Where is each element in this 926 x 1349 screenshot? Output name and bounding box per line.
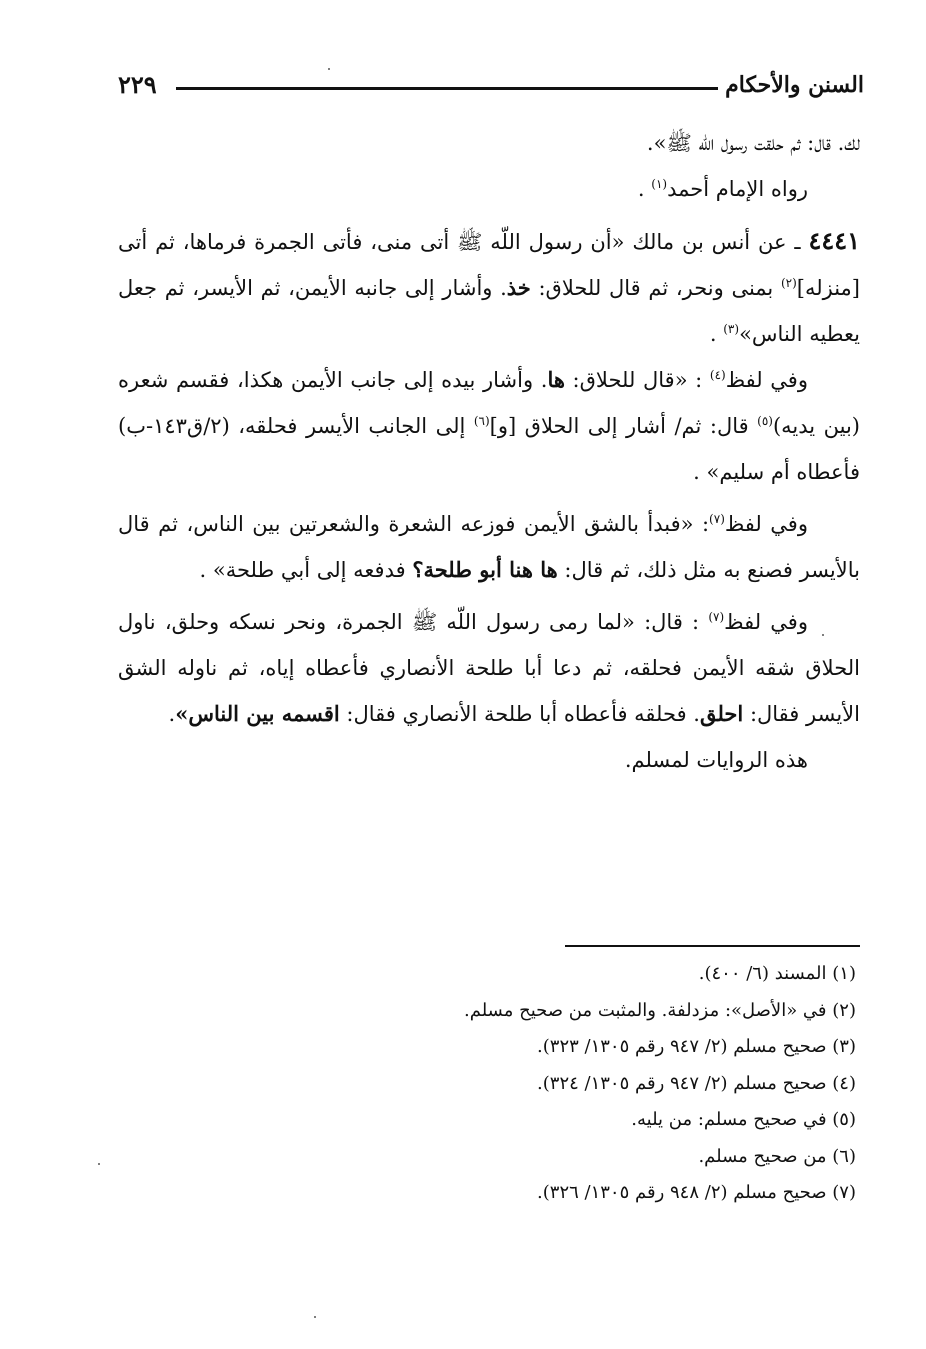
running-header bbox=[118, 70, 864, 110]
variant-6-bold-2: اقسمه بين الناس» bbox=[175, 701, 340, 726]
scan-speck bbox=[822, 634, 824, 636]
footnote-ref-1[interactable]: (١) bbox=[651, 177, 668, 191]
variant-4-d: قال: ثم/ أشار إلى الحلاق [و] bbox=[489, 414, 758, 438]
variant-5-a: وفي لفظ bbox=[724, 512, 808, 536]
hadith-4441 bbox=[118, 218, 860, 357]
footnote-1: (١) المسند (٦/ ٤٠٠). bbox=[698, 963, 856, 984]
footnote-ref-4[interactable]: (٤) bbox=[709, 368, 726, 382]
variant-6-a: وفي لفظ bbox=[724, 610, 808, 634]
footnote-ref-3[interactable]: (٣) bbox=[723, 322, 740, 336]
header-rule bbox=[176, 87, 718, 90]
hadith-text-b: بمنى ونحر، ثم قال للحلاق: bbox=[530, 276, 781, 300]
footnotes bbox=[336, 956, 856, 1212]
variant-6-b: : قال: «لما رمى رسول اللّه ﷺ الجمرة، ونحر نسكه وحلق، ناول الحلاق شقه الأيمن فحلقه، ثم دعا أبا طلحة الأنصاري فأعطاه إياه، ثم ناوله الشق الأيسر فقال: bbox=[118, 610, 860, 726]
hadith-bold-1: خذ bbox=[506, 275, 531, 300]
footnote-ref-7b[interactable]: (٧) bbox=[708, 610, 725, 624]
variant-6-end: . bbox=[168, 702, 176, 726]
variant-4-c: . وأشار بيده إلى جانب الأيمن هكذا، فقسم شعره (بين يديه) bbox=[118, 368, 860, 438]
variant-4-a: وفي لفظ bbox=[725, 368, 808, 392]
footnote-2: (٢) في «الأصل»: مزدلفة. والمثبت من صحيح مسلم. bbox=[464, 999, 856, 1021]
variant-6-bold-1: احلق bbox=[699, 701, 744, 726]
paragraph-2-text: رواه الإمام أحمد bbox=[667, 177, 808, 201]
paragraph-2 bbox=[118, 166, 860, 212]
closing-note bbox=[118, 737, 860, 783]
variant-6 bbox=[118, 599, 860, 737]
footnote-5: (٥) في صحيح مسلم: من يليه. bbox=[631, 1109, 856, 1130]
footnote-ref-7a[interactable]: (٧) bbox=[709, 512, 725, 526]
header-title: السنن والأحكام bbox=[725, 72, 864, 98]
main-text bbox=[118, 120, 860, 783]
footnote-4: (٤) صحيح مسلم (٢/ ٩٤٧ رقم ١٣٠٥/ ٣٢٤). bbox=[537, 1072, 856, 1094]
scan-speck bbox=[98, 1163, 100, 1165]
footnote-ref-6[interactable]: (٦) bbox=[473, 414, 490, 428]
scan-speck bbox=[314, 1316, 316, 1318]
variant-5-bold: ها هنا أبو طلحة؟ bbox=[412, 557, 558, 582]
variant-4 bbox=[118, 357, 860, 495]
variant-5-c: فدفعه إلى أبي طلحة» . bbox=[199, 558, 413, 582]
page-number: ٢٢٩ bbox=[118, 70, 157, 99]
footnote-6: (٦) من صحيح مسلم. bbox=[698, 1145, 856, 1167]
footnote-ref-5[interactable]: (٥) bbox=[757, 414, 773, 428]
closing-note-text: هذه الروايات لمسلم. bbox=[624, 748, 808, 772]
hadith-text-c: . وأشار إلى جانبه الأيمن، ثم الأيسر، ثم جعل يعطيه الناس» bbox=[118, 276, 860, 346]
hadith-text-a: ـ عن أنس بن مالك «أن رسول اللّه ﷺ أتى منى، فأتى الجمرة فرماها، ثم أتى [منزله] bbox=[118, 230, 860, 300]
footnote-3: (٣) صحيح مسلم (٢/ ٩٤٧ رقم ١٣٠٥/ ٣٢٣). bbox=[537, 1036, 856, 1057]
hadith-number: ٤٤٤١ bbox=[808, 226, 860, 255]
footnote-7: (٧) صحيح مسلم (٢/ ٩٤٨ رقم ١٣٠٥/ ٣٢٦). bbox=[537, 1182, 856, 1203]
variant-6-c: . فحلقه فأعطاه أبا طلحة الأنصاري فقال: bbox=[339, 702, 700, 726]
variant-5-b: : «فبدأ بالشق الأيمن فوزعه الشعرة والشعرتين بين الناس، ثم قال بالأيسر فصنع به مثل ذلك، ثم قال: bbox=[118, 512, 860, 582]
paragraph-2-end: . bbox=[637, 177, 652, 201]
footnote-separator bbox=[565, 945, 860, 947]
paragraph-1-text: لك. قال: ثم حلقت رسول اللّه ﷺ». bbox=[646, 131, 860, 155]
hadith-end: . bbox=[709, 322, 724, 346]
variant-5 bbox=[118, 501, 860, 593]
variant-4-b: : «قال للحلاق: bbox=[564, 368, 710, 392]
variant-4-bold: ها bbox=[547, 367, 565, 392]
paragraph-1 bbox=[118, 120, 860, 166]
footnote-ref-2[interactable]: (٢) bbox=[780, 276, 797, 290]
scan-speck bbox=[328, 68, 330, 70]
variant-4-e: إلى الجانب الأيسر فحلقه، (٢/ق١٤٣-ب) فأعطاه أم سليم» . bbox=[118, 414, 860, 484]
